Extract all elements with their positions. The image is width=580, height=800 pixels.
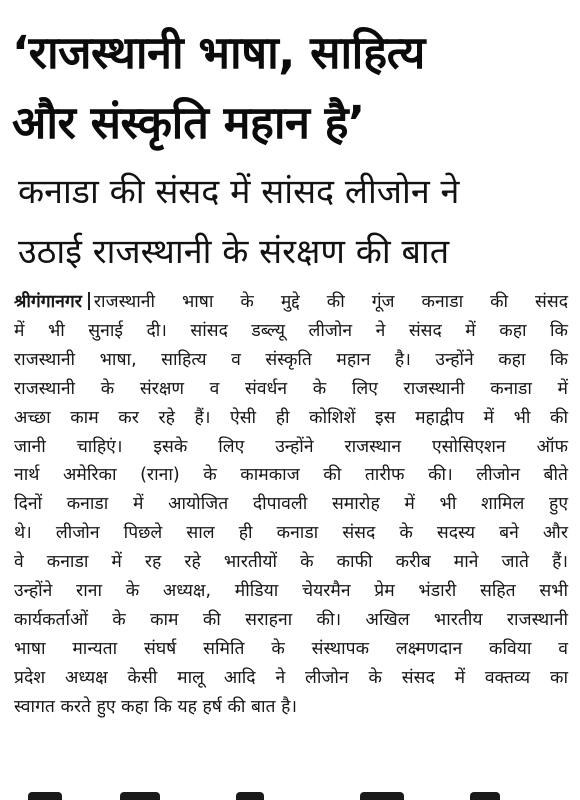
- article-line: वे कनाडा में रह रहे भारतीयों के काफी करीब माने जाते हैं।: [14, 552, 568, 573]
- article-line: प्रदेश अध्यक्ष केसी मालू आदि ने लीजोन के संसद में वक्तव्य का: [14, 667, 568, 688]
- cropped-glyph: [236, 792, 264, 800]
- article-line: उन्होंने राना के अध्यक्ष, मीडिया चेयरमैन प्रेम भंडारी सहित सभी: [14, 581, 568, 602]
- article-line: राजस्थानी के संरक्षण व संवर्धन के लिए राजस्थानी कनाडा में: [14, 378, 568, 399]
- article-line: भाषा मान्यता संघर्ष समिति के संस्थापक लक्ष्मणदान कविया व: [14, 638, 568, 659]
- next-article-heading-fragment: [0, 790, 580, 800]
- cropped-glyph: [360, 792, 404, 800]
- subheadline-line-1: कनाडा की संसद में सांसद लीजोन ने: [18, 172, 460, 212]
- article-line: स्वागत करते हुए कहा कि यह हर्ष की बात है।: [14, 696, 297, 717]
- article-line: अच्छा काम कर रहे हैं। ऐसी ही कोशिशें इस महाद्वीप में भी की: [14, 407, 568, 428]
- headline-line-1: ‘राजस्थानी भाषा, साहित्य: [12, 26, 425, 79]
- headline-line-2: और संस्कृति महान है’: [12, 96, 365, 149]
- article-line: राजस्थानी भाषा, साहित्य व संस्कृति महान है। उन्होंने कहा कि: [14, 349, 568, 370]
- article-line: नार्थ अमेरिका (राना) के कामकाज की तारीफ की। लीजोन बीते: [14, 465, 568, 486]
- article-body: [0, 288, 580, 722]
- article-line: [14, 288, 568, 317]
- headline: [0, 0, 580, 158]
- subheadline-line-2: उठाई राजस्थानी के संरक्षण की बात: [18, 232, 450, 272]
- cropped-glyph: [470, 792, 500, 800]
- dateline: श्रीगंगानगर: [14, 292, 82, 312]
- article-line: दिनों कनाडा में आयोजित दीपावली समारोह में भी शामिल हुए: [14, 494, 568, 515]
- cropped-glyph: [120, 792, 160, 800]
- cropped-glyph: [28, 792, 62, 800]
- article-line-text: राजस्थानी भाषा के मुद्दे की गूंज कनाडा की संसद: [93, 292, 568, 312]
- subheadline: [0, 158, 580, 282]
- dateline-separator: [88, 292, 90, 310]
- article-line: जानी चाहिएं। इसके लिए उन्होंने राजस्थान एसोसिएशन ऑफ: [14, 436, 568, 457]
- article-line: कार्यकर्ताओं के काम की सराहना की। अखिल भारतीय राजस्थानी: [14, 609, 568, 630]
- article-line: में भी सुनाई दी। सांसद डब्ल्यू लीजोन ने संसद में कहा कि: [14, 320, 568, 341]
- article-line: थे। लीजोन पिछले साल ही कनाडा संसद के सदस्य बने और: [14, 523, 568, 544]
